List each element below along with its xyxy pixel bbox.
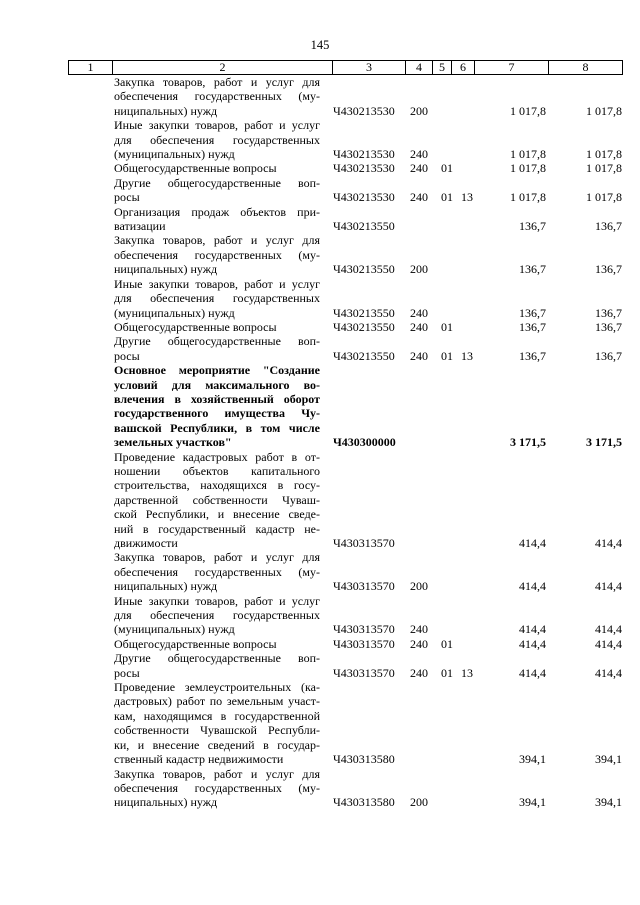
section-code: 01	[441, 161, 453, 176]
amount-col-7: 1 017,8	[510, 147, 546, 162]
amount-col-8: 1 017,8	[586, 161, 622, 176]
description-line: ниципальных) нужд	[114, 795, 218, 810]
row-description	[114, 680, 320, 766]
description-line: для обеспечения государственных	[114, 608, 320, 623]
row-description	[114, 277, 320, 320]
expense-type: 200	[410, 103, 428, 118]
amount-col-8: 414,4	[595, 636, 622, 651]
description-line: Общегосударственные вопросы	[114, 161, 277, 176]
amount-col-7: 1 017,8	[510, 190, 546, 205]
target-code: Ч430313570	[333, 665, 395, 680]
subsection-code: 13	[461, 348, 473, 363]
expense-type: 240	[410, 665, 428, 680]
row-description	[114, 161, 320, 175]
page-number: 145	[310, 38, 330, 52]
table-row	[0, 594, 640, 637]
table-row	[0, 118, 640, 161]
table-row	[0, 363, 640, 449]
description-line: ватизации	[114, 219, 166, 234]
description-line: (муниципальных) нужд	[114, 622, 235, 637]
expense-type: 200	[410, 262, 428, 277]
expense-type: 240	[410, 190, 428, 205]
row-description	[114, 363, 320, 449]
description-line: Общегосударственные вопросы	[114, 636, 277, 651]
table-row	[0, 161, 640, 175]
description-line: земельных участков"	[114, 435, 232, 450]
row-description	[114, 550, 320, 593]
description-line: собственности Чувашской Республи-	[114, 723, 320, 738]
amount-col-8: 1 017,8	[586, 147, 622, 162]
table-row	[0, 75, 640, 118]
table-row	[0, 767, 640, 810]
description-line: для обеспечения государственных	[114, 132, 320, 147]
amount-col-8: 3 171,5	[586, 435, 622, 450]
column-header-5: 5	[433, 61, 452, 75]
description-line: ниципальных) нужд	[114, 103, 218, 118]
amount-col-8: 136,7	[595, 305, 622, 320]
column-header-row	[68, 60, 623, 75]
description-line: Закупка товаров, работ и услуг для	[114, 75, 320, 89]
target-code: Ч430213530	[333, 147, 395, 162]
expense-type: 240	[410, 636, 428, 651]
description-line: Закупка товаров, работ и услуг для	[114, 233, 320, 248]
table-row	[0, 205, 640, 234]
column-header-1: 1	[69, 61, 113, 75]
column-header-6: 6	[452, 61, 475, 75]
amount-col-7: 136,7	[519, 348, 546, 363]
description-line: Другие общегосударственные воп-	[114, 175, 320, 190]
table-row	[0, 334, 640, 363]
budget-table-body	[0, 75, 640, 810]
description-line: обеспечения государственных (му-	[114, 564, 320, 579]
amount-col-7: 414,4	[519, 622, 546, 637]
target-code: Ч430213550	[333, 262, 395, 277]
amount-col-7: 414,4	[519, 536, 546, 550]
row-description	[114, 651, 320, 680]
description-line: ской Республики, и внесение сведе-	[114, 507, 320, 522]
table-row	[0, 450, 640, 551]
target-code: Ч430313580	[333, 752, 395, 767]
amount-col-8: 136,7	[595, 219, 622, 234]
target-code: Ч430213530	[333, 190, 395, 205]
amount-col-7: 414,4	[519, 636, 546, 651]
amount-col-7: 3 171,5	[510, 435, 546, 450]
target-code: Ч430313570	[333, 536, 395, 550]
description-line: влечения в хозяйственный оборот	[114, 391, 320, 406]
row-description	[114, 767, 320, 810]
table-row	[0, 680, 640, 766]
description-line: ний в государственный кадастр не-	[114, 521, 320, 536]
description-line: ниципальных) нужд	[114, 262, 218, 277]
description-line: обеспечения государственных (му-	[114, 89, 320, 104]
target-code: Ч430313570	[333, 622, 395, 637]
amount-col-8: 1 017,8	[586, 190, 622, 205]
column-header-8: 8	[549, 61, 623, 75]
description-line: ниципальных) нужд	[114, 579, 218, 594]
amount-col-8: 414,4	[595, 622, 622, 637]
description-line: дарственной собственности Чуваш-	[114, 492, 320, 507]
amount-col-7: 136,7	[519, 319, 546, 334]
description-line: Организация продаж объектов при-	[114, 204, 320, 219]
description-line: (муниципальных) нужд	[114, 305, 235, 320]
row-description	[114, 334, 320, 363]
amount-col-7: 1 017,8	[510, 161, 546, 176]
description-line: дастровых) работ по земельным участ-	[114, 694, 320, 709]
description-line: Проведение кадастровых работ в от-	[114, 449, 320, 464]
column-header-7: 7	[475, 61, 549, 75]
description-line: Проведение землеустроительных (ка-	[114, 680, 320, 695]
row-description	[114, 233, 320, 276]
subsection-code: 13	[461, 190, 473, 205]
description-line: Иные закупки товаров, работ и услуг	[114, 593, 320, 608]
table-row	[0, 277, 640, 320]
description-line: росы	[114, 665, 140, 680]
description-line: Закупка товаров, работ и услуг для	[114, 766, 320, 781]
description-line: обеспечения государственных (му-	[114, 780, 320, 795]
row-description	[114, 450, 320, 551]
target-code: Ч430300000	[333, 435, 396, 450]
table-row	[0, 550, 640, 593]
target-code: Ч430213550	[333, 305, 395, 320]
row-description	[114, 320, 320, 334]
amount-col-7: 414,4	[519, 665, 546, 680]
target-code: Ч430213550	[333, 219, 395, 234]
expense-type: 240	[410, 161, 428, 176]
section-code: 01	[441, 348, 453, 363]
description-line: Основное мероприятие "Создание	[114, 363, 320, 378]
section-code: 01	[441, 665, 453, 680]
section-code: 01	[441, 636, 453, 651]
table-row	[0, 637, 640, 651]
target-code: Ч430313570	[333, 579, 395, 594]
target-code: Ч430213550	[333, 348, 395, 363]
target-code: Ч430213530	[333, 161, 395, 176]
table-row	[0, 651, 640, 680]
amount-col-8: 136,7	[595, 319, 622, 334]
table-row	[0, 176, 640, 205]
description-line: движимости	[114, 536, 178, 550]
target-code: Ч430213550	[333, 319, 395, 334]
amount-col-8: 394,1	[595, 795, 622, 810]
amount-col-8: 1 017,8	[586, 103, 622, 118]
amount-col-8: 394,1	[595, 752, 622, 767]
column-header-3: 3	[333, 61, 406, 75]
column-header-4: 4	[406, 61, 433, 75]
amount-col-8: 136,7	[595, 262, 622, 277]
description-line: Другие общегосударственные воп-	[114, 334, 320, 349]
amount-col-7: 1 017,8	[510, 103, 546, 118]
amount-col-7: 136,7	[519, 262, 546, 277]
row-description	[114, 118, 320, 161]
expense-type: 240	[410, 305, 428, 320]
section-code: 01	[441, 319, 453, 334]
description-line: ки, и внесение сведений в государ-	[114, 737, 320, 752]
expense-type: 240	[410, 147, 428, 162]
description-line: условий для максимального во-	[114, 377, 320, 392]
section-code: 01	[441, 190, 453, 205]
subsection-code: 13	[461, 665, 473, 680]
expense-type: 240	[410, 348, 428, 363]
description-line: для обеспечения государственных	[114, 291, 320, 306]
expense-type: 240	[410, 622, 428, 637]
target-code: Ч430313580	[333, 795, 395, 810]
description-line: Иные закупки товаров, работ и услуг	[114, 276, 320, 291]
description-line: ственный кадастр недвижимости	[114, 752, 284, 767]
column-header-2: 2	[113, 61, 333, 75]
table-row	[0, 320, 640, 334]
row-description	[114, 594, 320, 637]
row-description	[114, 75, 320, 118]
amount-col-7: 394,1	[519, 752, 546, 767]
description-line: кам, находящимся в государственной	[114, 708, 320, 723]
amount-col-7: 414,4	[519, 579, 546, 594]
table-row	[0, 233, 640, 276]
row-description	[114, 176, 320, 205]
row-description	[114, 637, 320, 651]
description-line: (муниципальных) нужд	[114, 147, 235, 162]
expense-type: 200	[410, 579, 428, 594]
description-line: государственного имущества Чу-	[114, 406, 320, 421]
row-description	[114, 205, 320, 234]
description-line: Другие общегосударственные воп-	[114, 651, 320, 666]
amount-col-8: 414,4	[595, 579, 622, 594]
target-code: Ч430213530	[333, 103, 395, 118]
description-line: росы	[114, 190, 140, 205]
description-line: ношении объектов капитального	[114, 463, 320, 478]
amount-col-8: 414,4	[595, 665, 622, 680]
description-line: строительства, находящихся в госу-	[114, 478, 320, 493]
description-line: росы	[114, 348, 140, 363]
amount-col-8: 136,7	[595, 348, 622, 363]
target-code: Ч430313570	[333, 636, 395, 651]
description-line: Иные закупки товаров, работ и услуг	[114, 118, 320, 133]
description-line: Общегосударственные вопросы	[114, 319, 277, 334]
amount-col-7: 136,7	[519, 219, 546, 234]
amount-col-7: 136,7	[519, 305, 546, 320]
amount-col-7: 394,1	[519, 795, 546, 810]
description-line: вашской Республики, в том числе	[114, 420, 320, 435]
description-line: Закупка товаров, работ и услуг для	[114, 550, 320, 565]
expense-type: 240	[410, 319, 428, 334]
expense-type: 200	[410, 795, 428, 810]
description-line: обеспечения государственных (му-	[114, 247, 320, 262]
amount-col-8: 414,4	[595, 536, 622, 550]
